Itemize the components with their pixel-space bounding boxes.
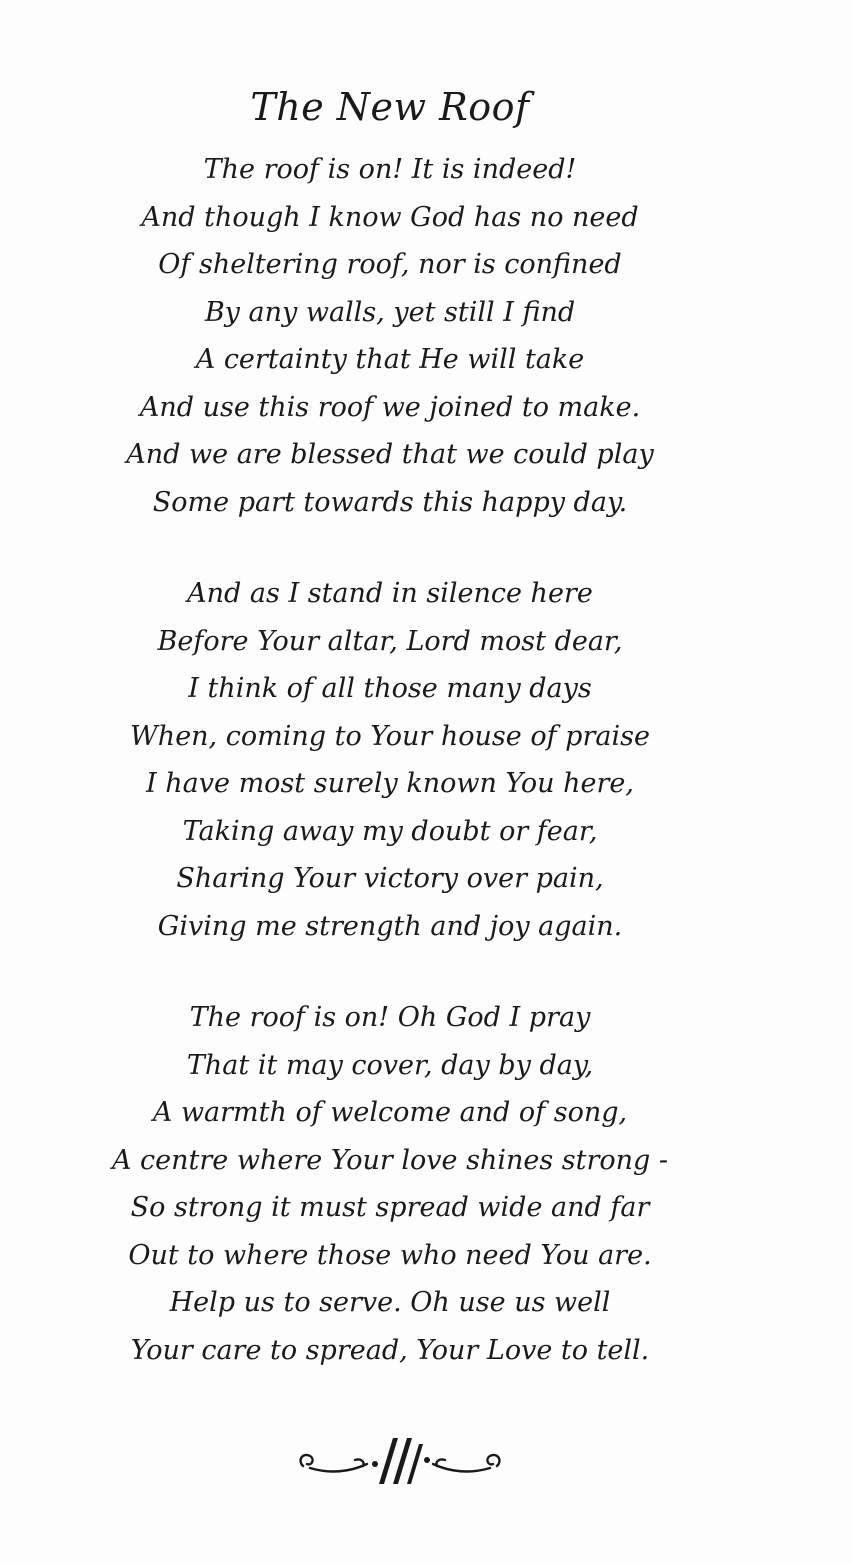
poem-line: And as I stand in silence here xyxy=(187,578,593,609)
poem-line: And use this roof we joined to make. xyxy=(139,391,641,423)
stanza-2 xyxy=(0,570,780,950)
poem-line: Before Your altar, Lord most dear, xyxy=(157,625,623,657)
poem-line: Out to where those who need You are. xyxy=(128,1239,652,1271)
poem-line: The roof is on! Oh God I pray xyxy=(189,1002,591,1033)
poem-line: A warmth of welcome and of song, xyxy=(152,1097,628,1128)
poem-line: And we are blessed that we could play xyxy=(126,439,654,470)
poem-line: Some part towards this happy day. xyxy=(152,486,628,518)
poem-line: I have most surely known You here, xyxy=(146,768,634,799)
poem-line: Your care to spread, Your Love to tell. xyxy=(130,1334,650,1366)
poem-line: So strong it must spread wide and far xyxy=(130,1192,650,1223)
poem-line: Help us to serve. Oh use us well xyxy=(169,1287,611,1318)
poem-line: I think of all those many days xyxy=(188,673,592,704)
poem-line: Giving me strength and joy again. xyxy=(157,910,623,942)
poem-line: A certainty that He will take xyxy=(195,344,585,375)
poem-line: Of sheltering roof, nor is confined xyxy=(158,249,622,280)
stanza-3 xyxy=(0,994,780,1374)
flourish-divider-icon xyxy=(295,1430,505,1490)
poem-title: The New Roof xyxy=(250,85,530,130)
poem-line: Taking away my doubt or fear, xyxy=(182,815,598,847)
poem-line: The roof is on! It is indeed! xyxy=(203,154,577,185)
poem-line: And though I know God has no need xyxy=(141,201,639,233)
poem-line: Sharing Your victory over pain, xyxy=(176,863,604,894)
poem-line: A centre where Your love shines strong - xyxy=(111,1144,669,1176)
poem-line: By any walls, yet still I find xyxy=(204,296,576,328)
poem-line: When, coming to Your house of praise xyxy=(130,720,650,752)
stanza-1 xyxy=(0,146,780,526)
poem-line: That it may cover, day by day, xyxy=(186,1049,594,1081)
poem-body xyxy=(0,146,780,1418)
